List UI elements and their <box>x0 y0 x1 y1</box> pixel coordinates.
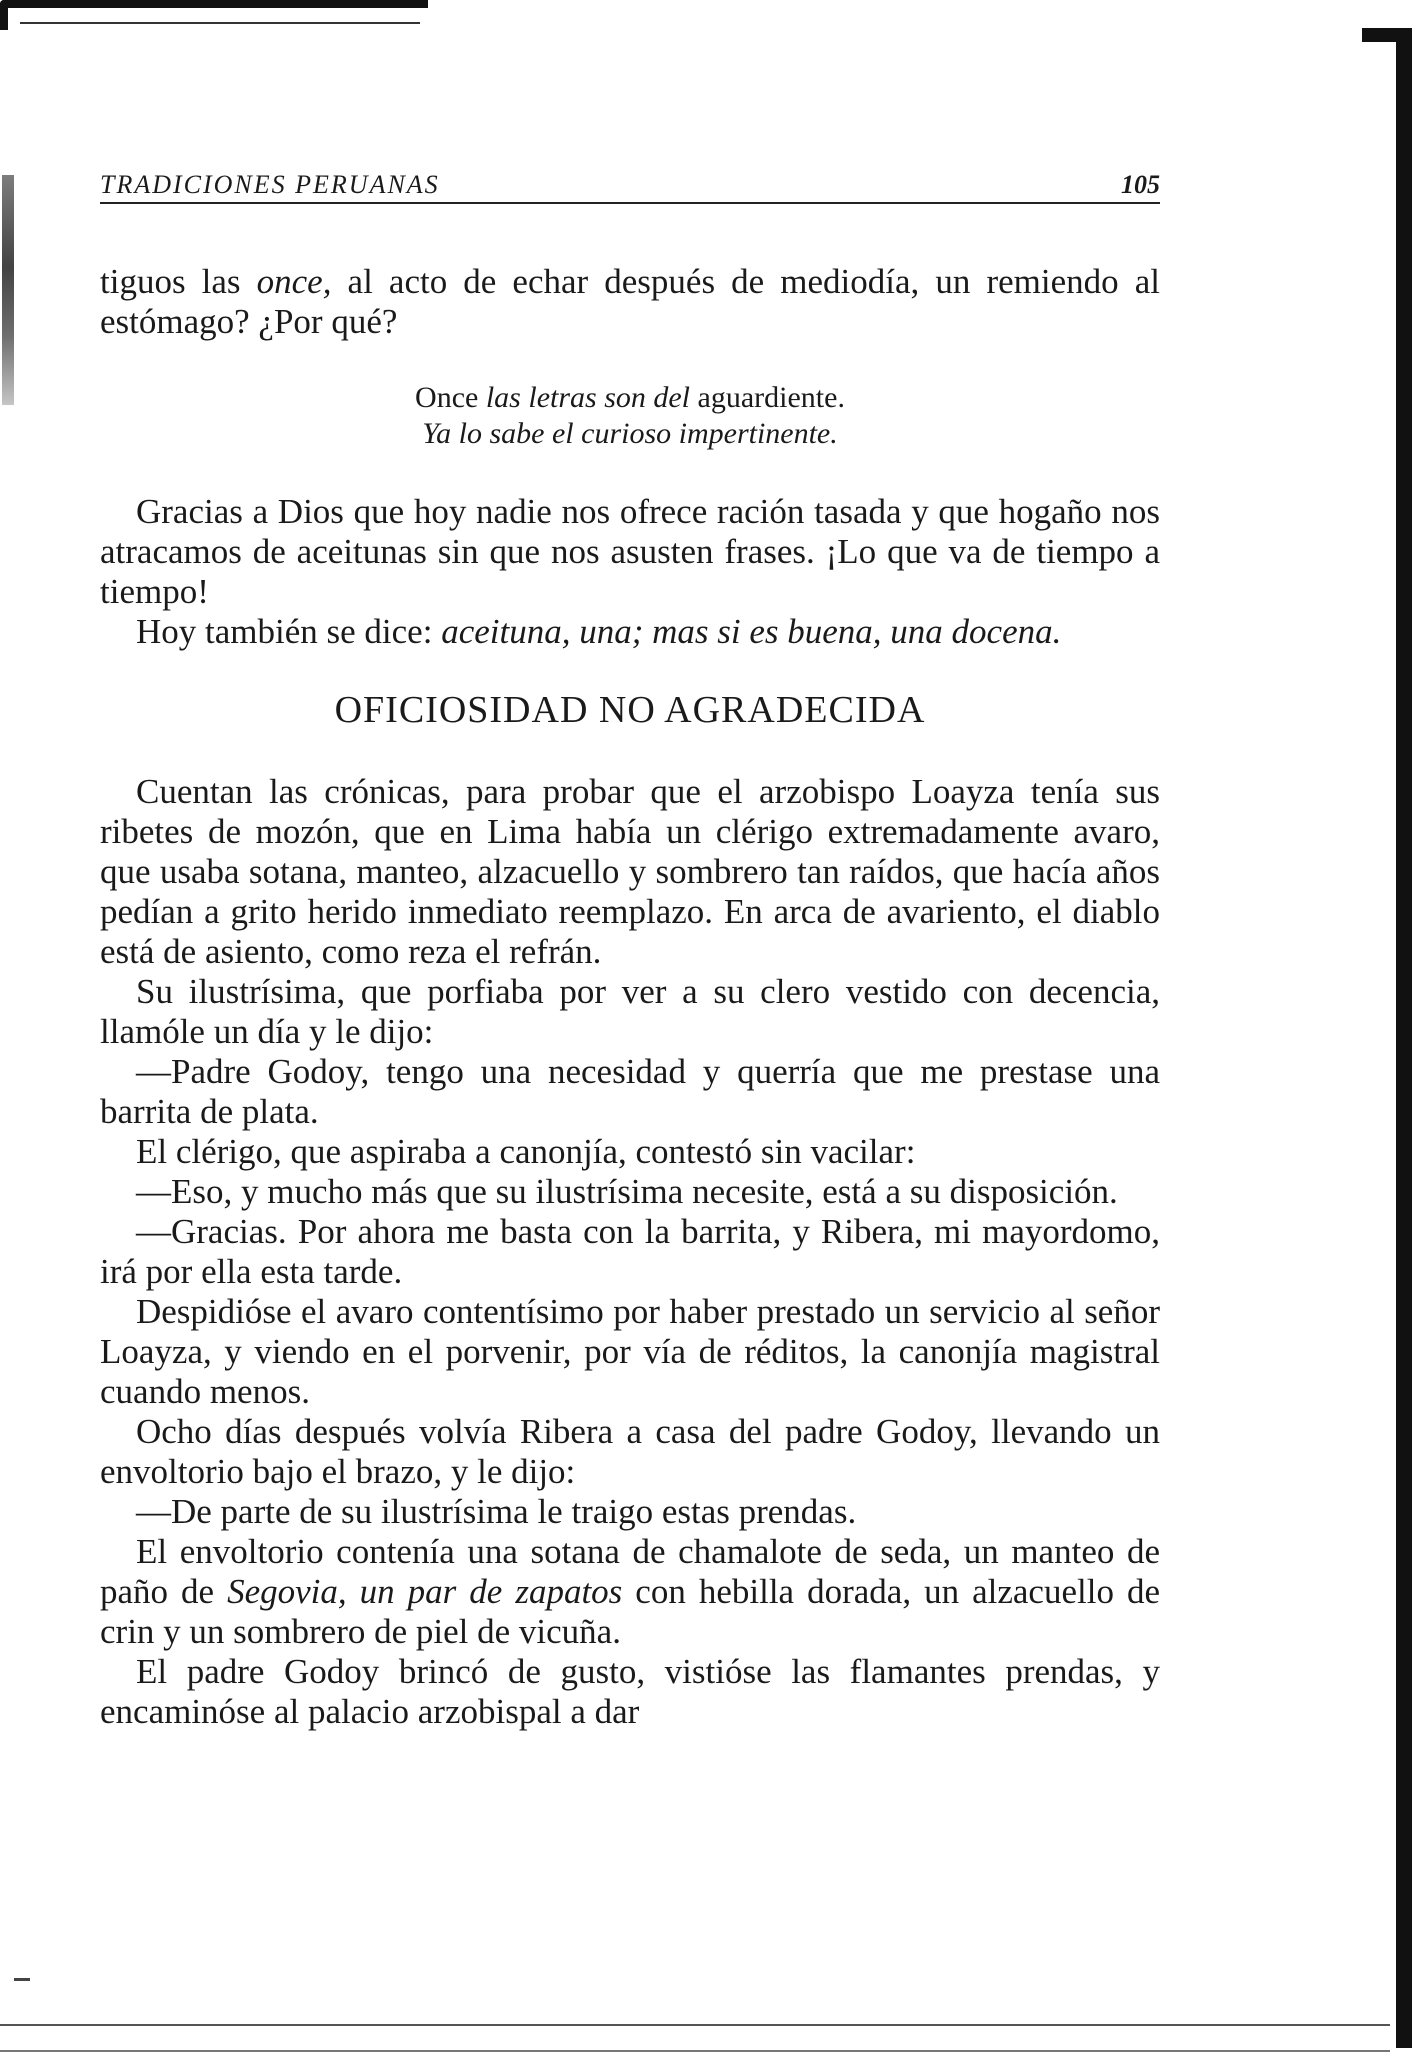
text-run: Once <box>415 381 486 414</box>
book-page <box>100 170 1160 1732</box>
running-title: TRADICIONES PERUANAS <box>100 170 440 199</box>
italic-run: Segovia, un par de zapatos <box>227 1572 623 1611</box>
paragraph: —Eso, y mucho más que su ilustrísima necesite, está a su disposición. <box>136 1172 1118 1211</box>
italic-run: Ya lo sabe el curioso impertinente. <box>422 417 838 450</box>
verse-line <box>100 416 1160 452</box>
paragraph: El clérigo, que aspiraba a canonjía, contestó sin vacilar: <box>136 1132 916 1171</box>
paragraph: El padre Godoy brincó de gusto, vistióse las flamantes prendas, y encaminóse al palacio arzobispal a dar <box>100 1652 1160 1731</box>
italic-run: once, <box>256 262 332 301</box>
text-run: al acto de echar después de mediodía, un remiendo al estómago? ¿Por qué? <box>100 262 1160 341</box>
scan-border-top <box>0 0 428 30</box>
scan-line-bottom <box>0 2024 1390 2026</box>
verse <box>100 380 1160 452</box>
paragraph: —Padre Godoy, tengo una necesidad y querría que me prestase una barrita de plata. <box>100 1052 1160 1131</box>
paragraph: —De parte de su ilustrísima le traigo estas prendas. <box>136 1492 857 1531</box>
text-run: aguardiente. <box>690 381 845 414</box>
paragraph: Cuentan las crónicas, para probar que el arzobispo Loayza tenía sus ribetes de mozón, que en Lima había un clérigo extremadamente avaro, que usaba sotana, manteo, alzacuello y sombrero tan raídos, que hacía años pedían a grito herido inmediato reemplazo. En arca de avariento, el diablo está de asiento, como reza el refrán. <box>100 772 1160 971</box>
running-head <box>100 170 1160 204</box>
scan-border-right-cap <box>1362 28 1396 42</box>
page-number: 105 <box>1121 170 1160 199</box>
section-title: OFICIOSIDAD NO AGRADECIDA <box>334 689 926 731</box>
scan-line-bottom-2 <box>0 2050 1390 2052</box>
scan-border-right <box>1396 28 1412 2048</box>
paragraph: Despidióse el avaro contentísimo por haber prestado un servicio al señor Loayza, y viendo en el porvenir, por vía de réditos, la canonjía magistral cuando menos. <box>100 1292 1160 1411</box>
text-run: Hoy también se dice: <box>136 612 442 651</box>
scan-line-top <box>20 22 420 24</box>
paragraph <box>100 262 1160 342</box>
italic-run: las letras son del <box>485 381 691 414</box>
scan-smudge-left <box>2 175 14 405</box>
paragraph: Su ilustrísima, que porfiaba por ver a su clero vestido con decencia, llamóle un día y le dijo: <box>100 972 1160 1051</box>
paragraph <box>100 1532 1160 1652</box>
paragraph <box>100 612 1160 652</box>
italic-run: aceituna, una; mas si es buena, una docena. <box>441 612 1062 651</box>
paragraph: —Gracias. Por ahora me basta con la barrita, y Ribera, mi mayordomo, irá por ella esta tarde. <box>100 1212 1160 1291</box>
text-run: tiguos las <box>100 262 257 301</box>
scan-mark <box>14 1978 30 1981</box>
text-run: El envoltorio contenía una sotana de chamalote de seda, un manteo de paño de <box>100 1532 1160 1611</box>
paragraph: Gracias a Dios que hoy nadie nos ofrece ración tasada y que hogaño nos atracamos de aceitunas sin que nos asusten frases. ¡Lo que va de tiempo a tiempo! <box>100 492 1160 611</box>
verse-line <box>100 380 1160 416</box>
paragraph: Ocho días después volvía Ribera a casa del padre Godoy, llevando un envoltorio bajo el brazo, y le dijo: <box>100 1412 1160 1491</box>
text-run: con hebilla dorada, un alzacuello de crin y un sombrero de piel de vicuña. <box>100 1572 1160 1651</box>
body-text <box>100 262 1160 1732</box>
